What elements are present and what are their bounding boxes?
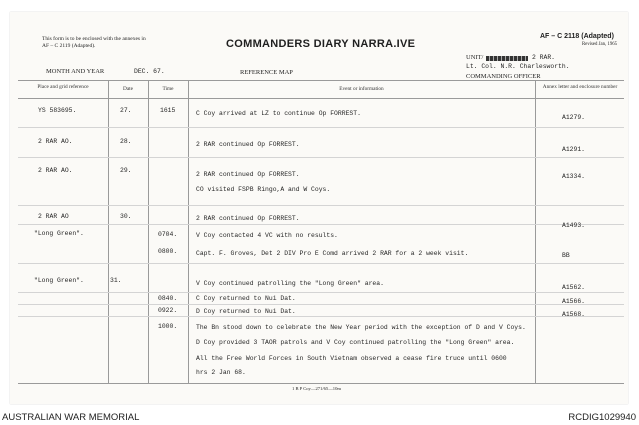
cell-event: V Coy continued patrolling the "Long Green" area. (196, 280, 384, 287)
column-header-annex: Annex letter and enclosure number (542, 84, 618, 90)
cell-event: C Coy arrived at LZ to continue Op FORREST. (196, 110, 361, 117)
table-bottom-rule (18, 383, 624, 384)
column-divider-place (108, 80, 109, 383)
cell-event: 2 RAR continued Op FORREST. (196, 171, 300, 178)
cell-annex: A1566. (562, 298, 586, 305)
cell-annex: A1291. (562, 146, 586, 153)
unit-value: 2 RAR. (532, 54, 556, 61)
cell-time: 1000. (158, 323, 178, 330)
cell-time: 0800. (158, 248, 178, 255)
commanding-officer-name: Lt. Col. N.R. Charlesworth. (466, 63, 570, 70)
commanding-officer-label: COMMANDING OFFICER (466, 73, 541, 80)
cell-event: D Coy provided 3 TAOR patrols and V Coy continued patrolling the "Long Green" area. (196, 339, 515, 346)
cell-place: YS 583695. (38, 107, 77, 114)
cell-place: 2 RAR AO. (38, 138, 73, 145)
cell-event: All the Free World Forces in South Vietnam observed a cease fire truce until 0600 (196, 355, 507, 362)
cell-event: V Coy contacted 4 VC with no results. (196, 232, 338, 239)
row-rule (18, 304, 624, 305)
cell-date: 31. (110, 277, 122, 284)
cell-annex: A1493. (562, 222, 586, 229)
column-header-time: Time (162, 86, 174, 92)
cell-place: "Long Green". (34, 230, 84, 237)
row-rule (18, 127, 624, 128)
cell-event: CO visited FSPB Ringo,A and W Coys. (196, 186, 331, 193)
column-divider-date (148, 80, 149, 383)
column-header-event: Event or information (339, 86, 384, 92)
cell-date: 30. (120, 213, 132, 220)
unit-label: UNIT/ (466, 54, 484, 61)
cell-event: Capt. F. Groves, Det 2 DIV Pro E Comd arrived 2 RAR for a 2 week visit. (196, 250, 469, 257)
column-header-place: Place and grid reference (37, 84, 89, 90)
cell-event: 2 RAR continued Op FORREST. (196, 141, 300, 148)
cell-event: C Coy returned to Nui Dat. (196, 295, 296, 302)
printer-imprint: 1 B P Coy—271/65—10m (292, 386, 341, 391)
cell-annex: A1334. (562, 173, 586, 180)
month-year-label: MONTH AND YEAR (46, 68, 105, 75)
archive-reference: RCDIG1029940 (568, 412, 636, 423)
column-divider-time (188, 80, 189, 383)
cell-date: 27. (120, 107, 132, 114)
column-header-date: Date (123, 86, 133, 92)
row-rule (18, 316, 624, 317)
month-year-value: DEC. 67. (134, 68, 165, 75)
unit-redaction (486, 56, 528, 61)
archive-credit: AUSTRALIAN WAR MEMORIAL (2, 412, 140, 423)
page-title: COMMANDERS DIARY NARRA.IVE (226, 38, 416, 50)
form-note: This form is to be enclosed with the annexes in AF – C 2119 (Adapted). (42, 36, 146, 49)
cell-annex: BB (562, 252, 570, 259)
row-rule (18, 224, 624, 225)
column-divider-event (535, 80, 536, 383)
cell-event: The Bn stood down to celebrate the New Year period with the exception of D and V Coys. (196, 324, 526, 331)
cell-date: 29. (120, 167, 132, 174)
form-code: AF – C 2118 (Adapted) (540, 33, 614, 40)
cell-annex: A1279. (562, 114, 586, 121)
cell-event: hrs 2 Jan 68. (196, 369, 246, 376)
cell-event: D Coy returned to Nui Dat. (196, 308, 296, 315)
reference-map-label: REFERENCE MAP (240, 69, 293, 76)
row-rule (18, 205, 624, 206)
cell-place: 2 RAR AO (38, 213, 69, 220)
cell-time: 0922. (158, 307, 178, 314)
cell-date: 28. (120, 138, 132, 145)
form-revised: Revised Jan, 1965 (582, 42, 618, 47)
row-rule (18, 292, 624, 293)
row-rule (18, 157, 624, 158)
row-rule (18, 263, 624, 264)
cell-place: 2 RAR AO. (38, 167, 73, 174)
cell-annex: A1562. (562, 284, 586, 291)
cell-time: 1615 (160, 107, 176, 114)
cell-place: "Long Green". (34, 277, 84, 284)
cell-annex: A1568. (562, 311, 586, 318)
cell-event: 2 RAR continued Op FORREST. (196, 215, 300, 222)
cell-time: 0840. (158, 295, 178, 302)
cell-time: 0704. (158, 231, 178, 238)
